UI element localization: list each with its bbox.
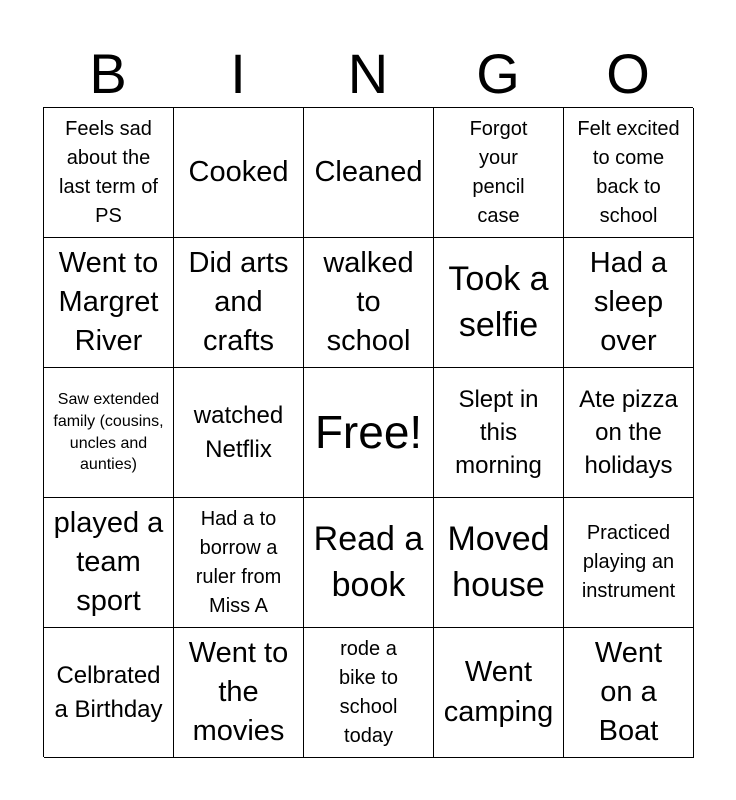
cell-label: Practiced playing an instrument (581, 522, 676, 602)
bingo-cell[interactable] (304, 498, 434, 628)
cell-label: Feels sad about the last term of PS (59, 117, 158, 227)
bingo-cell[interactable] (564, 368, 694, 498)
bingo-cell[interactable] (434, 628, 564, 758)
cell-label: walked to school (323, 246, 414, 358)
free-space-label: Free! (314, 406, 423, 459)
cell-label: Ate pizza on the holidays (579, 385, 678, 480)
cell-label: Went to the movies (188, 636, 289, 748)
bingo-cell[interactable] (174, 238, 304, 368)
header-letter-i: I (230, 42, 246, 105)
cell-label: Took a selfie (448, 259, 549, 344)
bingo-cell[interactable] (564, 108, 694, 238)
cell-label: Forgot your pencil case (469, 117, 528, 227)
header-letter-g: G (476, 42, 520, 105)
cell-label: Saw extended family (cousins, uncles and aunties) (53, 391, 164, 474)
bingo-cell[interactable] (564, 498, 694, 628)
cell-label: Read a book (313, 519, 424, 604)
bingo-cell[interactable] (174, 498, 304, 628)
bingo-cell[interactable] (304, 628, 434, 758)
cell-label: Felt excited to come back to school (577, 117, 680, 227)
bingo-board (43, 107, 693, 757)
bingo-cell[interactable] (44, 108, 174, 238)
cell-label: Cleaned (314, 155, 423, 188)
cell-label: Went to Margret River (58, 246, 159, 358)
bingo-cell[interactable] (434, 498, 564, 628)
header-letter-b: B (89, 42, 127, 105)
cell-label: Cooked (188, 155, 289, 188)
bingo-cell[interactable] (434, 368, 564, 498)
cell-label: rode a bike to school today (339, 637, 398, 747)
bingo-cell[interactable] (304, 238, 434, 368)
bingo-cell[interactable] (434, 108, 564, 238)
cell-label: Did arts and crafts (188, 246, 289, 358)
bingo-cell[interactable] (44, 368, 174, 498)
bingo-cell[interactable] (564, 628, 694, 758)
bingo-cell[interactable] (44, 238, 174, 368)
cell-label: Went camping (443, 656, 554, 728)
cell-label: Had a sleep over (589, 246, 668, 358)
bingo-cell[interactable] (44, 628, 174, 758)
bingo-cell[interactable] (44, 498, 174, 628)
bingo-cell[interactable] (434, 238, 564, 368)
cell-label: Celbrated a Birthday (54, 662, 163, 723)
cell-label: Had a to borrow a ruler from Miss A (195, 507, 282, 617)
bingo-cell[interactable] (174, 628, 304, 758)
cell-label: Moved house (447, 519, 550, 604)
cell-label: played a team sport (53, 506, 164, 618)
cell-label: Slept in this morning (455, 385, 542, 480)
bingo-header (43, 40, 693, 108)
bingo-cell[interactable] (564, 238, 694, 368)
header-letter-o: O (606, 42, 650, 105)
bingo-cell[interactable] (304, 108, 434, 238)
cell-label: Went on a Boat (594, 636, 663, 748)
header-letter-n: N (347, 42, 389, 105)
cell-label: watched Netflix (193, 402, 284, 463)
bingo-cell[interactable] (174, 368, 304, 498)
bingo-cell[interactable] (174, 108, 304, 238)
free-space-cell[interactable] (304, 368, 434, 498)
